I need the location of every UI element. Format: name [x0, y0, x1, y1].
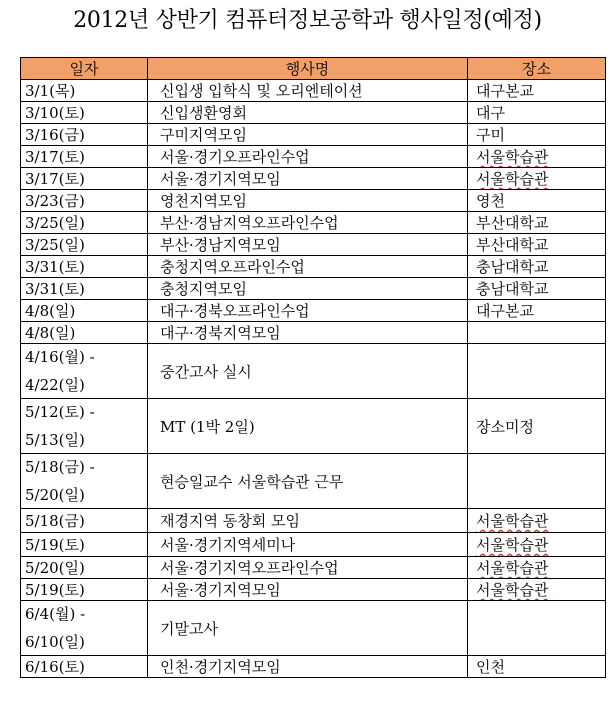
- event-cell: MT (1박 2일): [148, 399, 468, 454]
- place-cell: [468, 509, 606, 533]
- place-cell: [468, 168, 606, 190]
- event-cell: 서울·경기지역오프라인수업: [148, 557, 468, 579]
- date-start: 5/12(토) -: [25, 403, 95, 421]
- table-row: [21, 322, 606, 344]
- date-cell: [21, 344, 148, 399]
- place-cell: [468, 102, 606, 124]
- event-cell: 재경지역 동창회 모임: [148, 509, 468, 533]
- table-row: [21, 234, 606, 256]
- event-cell: 충청지역오프라인수업: [148, 256, 468, 278]
- date-cell: 5/20(일): [21, 557, 148, 579]
- table-row: [21, 102, 606, 124]
- table-row: [21, 344, 606, 399]
- event-cell: 중간고사 실시: [148, 344, 468, 399]
- table-row: [21, 278, 606, 300]
- place-cell: [468, 124, 606, 146]
- table-row: [21, 146, 606, 168]
- table-row: [21, 533, 606, 557]
- date-start: 5/18(금) -: [25, 458, 95, 476]
- table-row: [21, 454, 606, 509]
- place-label: 인천: [476, 658, 505, 676]
- place-label: 구미: [476, 126, 505, 144]
- event-cell: 충청지역모임: [148, 278, 468, 300]
- date-cell: 5/19(토): [21, 579, 148, 601]
- place-label: 대구: [476, 104, 505, 122]
- date-cell: [21, 601, 148, 656]
- event-cell: 서울·경기오프라인수업: [148, 146, 468, 168]
- table-row: [21, 300, 606, 322]
- table-row: [21, 601, 606, 656]
- schedule-table: [20, 57, 606, 678]
- place-cell: [468, 344, 606, 399]
- place-cell: [468, 399, 606, 454]
- place-label: 대구본교: [476, 302, 534, 320]
- date-end: 4/22(일): [25, 376, 85, 394]
- event-cell: 신입생 입학식 및 오리엔테이션: [148, 80, 468, 102]
- table-row: [21, 579, 606, 601]
- place-cell: [468, 601, 606, 656]
- table-row: [21, 399, 606, 454]
- table-row: [21, 168, 606, 190]
- date-cell: 4/8(일): [21, 300, 148, 322]
- table-row: [21, 509, 606, 533]
- event-cell: 부산·경남지역오프라인수업: [148, 212, 468, 234]
- place-cell: [468, 212, 606, 234]
- place-cell: [468, 579, 606, 601]
- date-end: 5/20(일): [25, 486, 85, 504]
- date-cell: 3/17(토): [21, 146, 148, 168]
- place-label: 서울학습관: [476, 559, 549, 577]
- table-row: [21, 212, 606, 234]
- place-label: 대구본교: [476, 82, 534, 100]
- place-label: 서울학습관: [476, 512, 549, 530]
- event-cell: 부산·경남지역모임: [148, 234, 468, 256]
- date-cell: 3/1(목): [21, 80, 148, 102]
- schedule-body: [21, 80, 606, 678]
- place-label: 서울학습관: [476, 536, 549, 554]
- header-event: 행사명: [148, 58, 468, 80]
- date-cell: 3/31(토): [21, 278, 148, 300]
- date-cell: 3/16(금): [21, 124, 148, 146]
- place-cell: [468, 278, 606, 300]
- place-cell: [468, 256, 606, 278]
- place-label: 부산대학교: [476, 236, 549, 254]
- date-cell: 5/19(토): [21, 533, 148, 557]
- event-cell: 서울·경기지역모임: [148, 579, 468, 601]
- date-end: 6/10(일): [25, 633, 85, 651]
- event-cell: 구미지역모임: [148, 124, 468, 146]
- place-label: 서울학습관: [476, 148, 549, 166]
- date-cell: 4/8(일): [21, 322, 148, 344]
- event-cell: 대구·경북지역모임: [148, 322, 468, 344]
- place-label: 충남대학교: [476, 280, 549, 298]
- place-cell: [468, 190, 606, 212]
- event-cell: 서울·경기지역세미나: [148, 533, 468, 557]
- place-label: 서울학습관: [476, 170, 549, 188]
- place-cell: [468, 234, 606, 256]
- place-label: 장소미정: [476, 417, 534, 436]
- place-cell: [468, 533, 606, 557]
- event-cell: 대구·경북오프라인수업: [148, 300, 468, 322]
- event-cell: 기말고사: [148, 601, 468, 656]
- header-date: 일자: [21, 58, 148, 80]
- place-cell: [468, 146, 606, 168]
- event-cell: 영천지역모임: [148, 190, 468, 212]
- place-cell: [468, 300, 606, 322]
- place-label: 영천: [476, 192, 505, 210]
- table-row: [21, 256, 606, 278]
- header-place: 장소: [468, 58, 606, 80]
- date-end: 5/13(일): [25, 431, 85, 449]
- date-start: 4/16(월) -: [25, 348, 95, 366]
- date-cell: [21, 454, 148, 509]
- place-cell: [468, 557, 606, 579]
- date-start: 6/4(월) -: [25, 605, 86, 623]
- event-cell: 현승일교수 서울학습관 근무: [148, 454, 468, 509]
- date-cell: [21, 399, 148, 454]
- date-cell: 3/17(토): [21, 168, 148, 190]
- place-cell: [468, 656, 606, 678]
- place-label: 서울학습관: [476, 581, 549, 599]
- header-row: [21, 58, 606, 80]
- table-row: [21, 656, 606, 678]
- place-cell: [468, 322, 606, 344]
- table-row: [21, 557, 606, 579]
- table-row: [21, 124, 606, 146]
- date-cell: 5/18(금): [21, 509, 148, 533]
- place-label: 충남대학교: [476, 258, 549, 276]
- table-row: [21, 80, 606, 102]
- event-cell: 서울·경기지역모임: [148, 168, 468, 190]
- place-cell: [468, 80, 606, 102]
- table-row: [21, 190, 606, 212]
- date-cell: 3/10(토): [21, 102, 148, 124]
- date-cell: 3/31(토): [21, 256, 148, 278]
- place-cell: [468, 454, 606, 509]
- page-title: 2012년 상반기 컴퓨터정보공학과 행사일정(예정): [73, 8, 542, 33]
- date-cell: 3/25(일): [21, 212, 148, 234]
- place-label: 부산대학교: [476, 214, 549, 232]
- date-cell: 3/23(금): [21, 190, 148, 212]
- event-cell: 인천·경기지역모임: [148, 656, 468, 678]
- event-cell: 신입생환영회: [148, 102, 468, 124]
- date-cell: 6/16(토): [21, 656, 148, 678]
- date-cell: 3/25(일): [21, 234, 148, 256]
